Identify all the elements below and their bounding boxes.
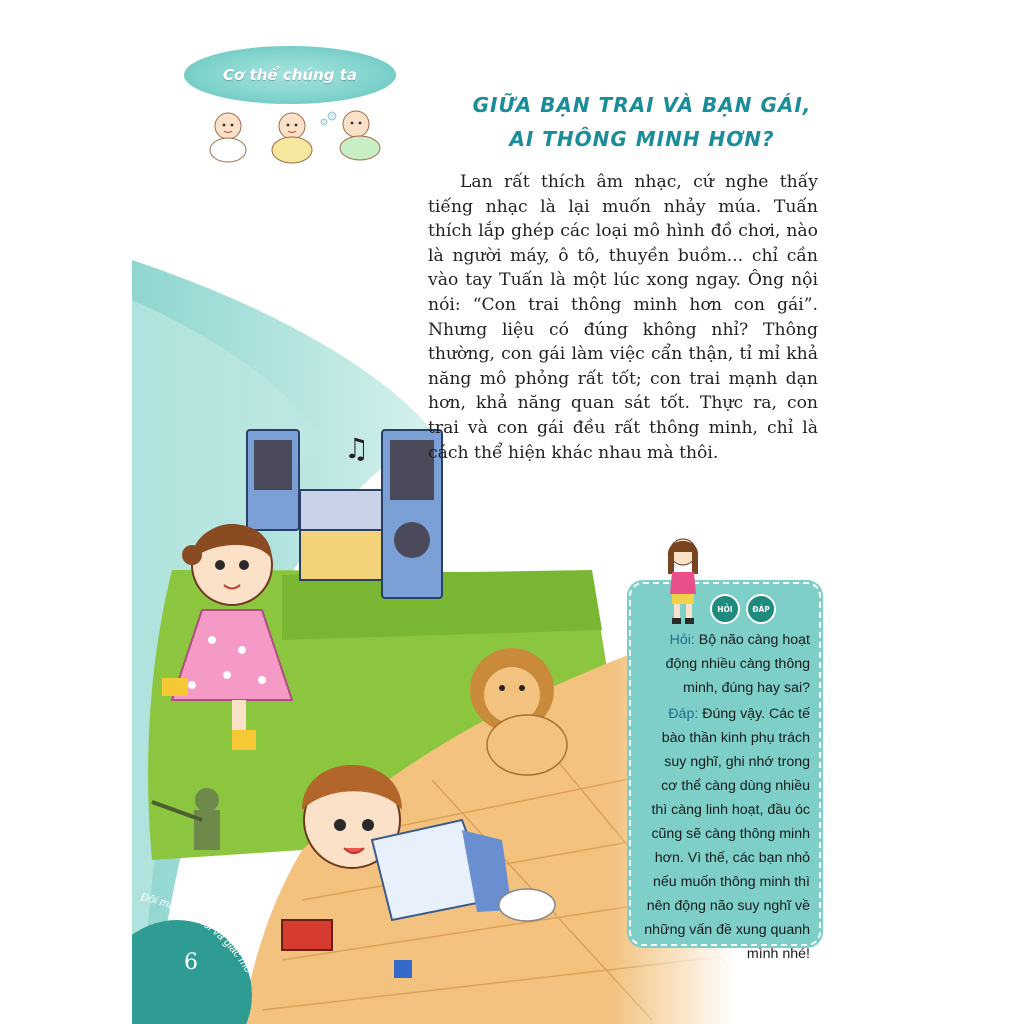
question-paragraph (644, 628, 810, 700)
answer-badge: ĐÁP (746, 594, 776, 624)
question-label: Hỏi: (669, 632, 695, 648)
title-line-2: AI THÔNG MINH HƠN? (509, 127, 775, 151)
article-paragraph: Lan rất thích âm nhạc, cứ nghe thấy tiếng nhạc là lại muốn nhảy múa. Tuấn thích lắp ghép các loại mô hình đồ chơi, nào là người máy, ô tô, thuyền buồm... chỉ cần vào tay Tuấn là một lúc xong ngay. Ông nội nói: “Con trai thông minh hơn con gái”. Nhưng liệu có đúng không nhỉ? Thông thường, con gái làm việc cẩn thận, tỉ mỉ khả năng mô phỏng rất tốt; con trai mạnh dạn hơn, khả năng quan sát tốt. Thực ra, con trai và con gái đều rất thông minh, chỉ là cách thể hiện khác nhau mà thôi. (428, 172, 818, 463)
article-title (432, 88, 852, 156)
answer-text: Đúng vậy. Các tế bào thần kinh phụ trách suy nghĩ, ghi nhớ trong cơ thể càng dùng nhiều thì càng linh hoạt, đầu óc cũng sẽ càng thông minh hơn. Vì thế, các bạn nhỏ nếu muốn thông minh thì nên động não suy nghĩ về những vấn đề xung quanh mình nhé! (644, 706, 810, 962)
section-tag: Cơ thể chúng ta (184, 46, 396, 104)
qa-text (644, 628, 810, 968)
question-text: Bộ não càng hoạt động nhiều càng thông minh, đúng hay sai? (665, 632, 810, 696)
book-page (132, 0, 867, 1024)
answer-label: Đáp: (668, 706, 699, 722)
question-badge: HỎI (710, 594, 740, 624)
girl-figure-icon (660, 534, 706, 626)
page-number: 6 (184, 950, 198, 975)
babies-illustration (200, 104, 386, 166)
article-body (428, 170, 818, 465)
series-title-text: Đôi mắt, mồ hôi và giấc mơ (139, 891, 255, 976)
title-line-1: GIỮA BẠN TRAI VÀ BẠN GÁI, (472, 93, 812, 117)
series-title (132, 880, 272, 990)
svg-text:Đôi mắt, mồ hôi và giấc mơ (139, 891, 255, 976)
answer-paragraph (644, 702, 810, 966)
